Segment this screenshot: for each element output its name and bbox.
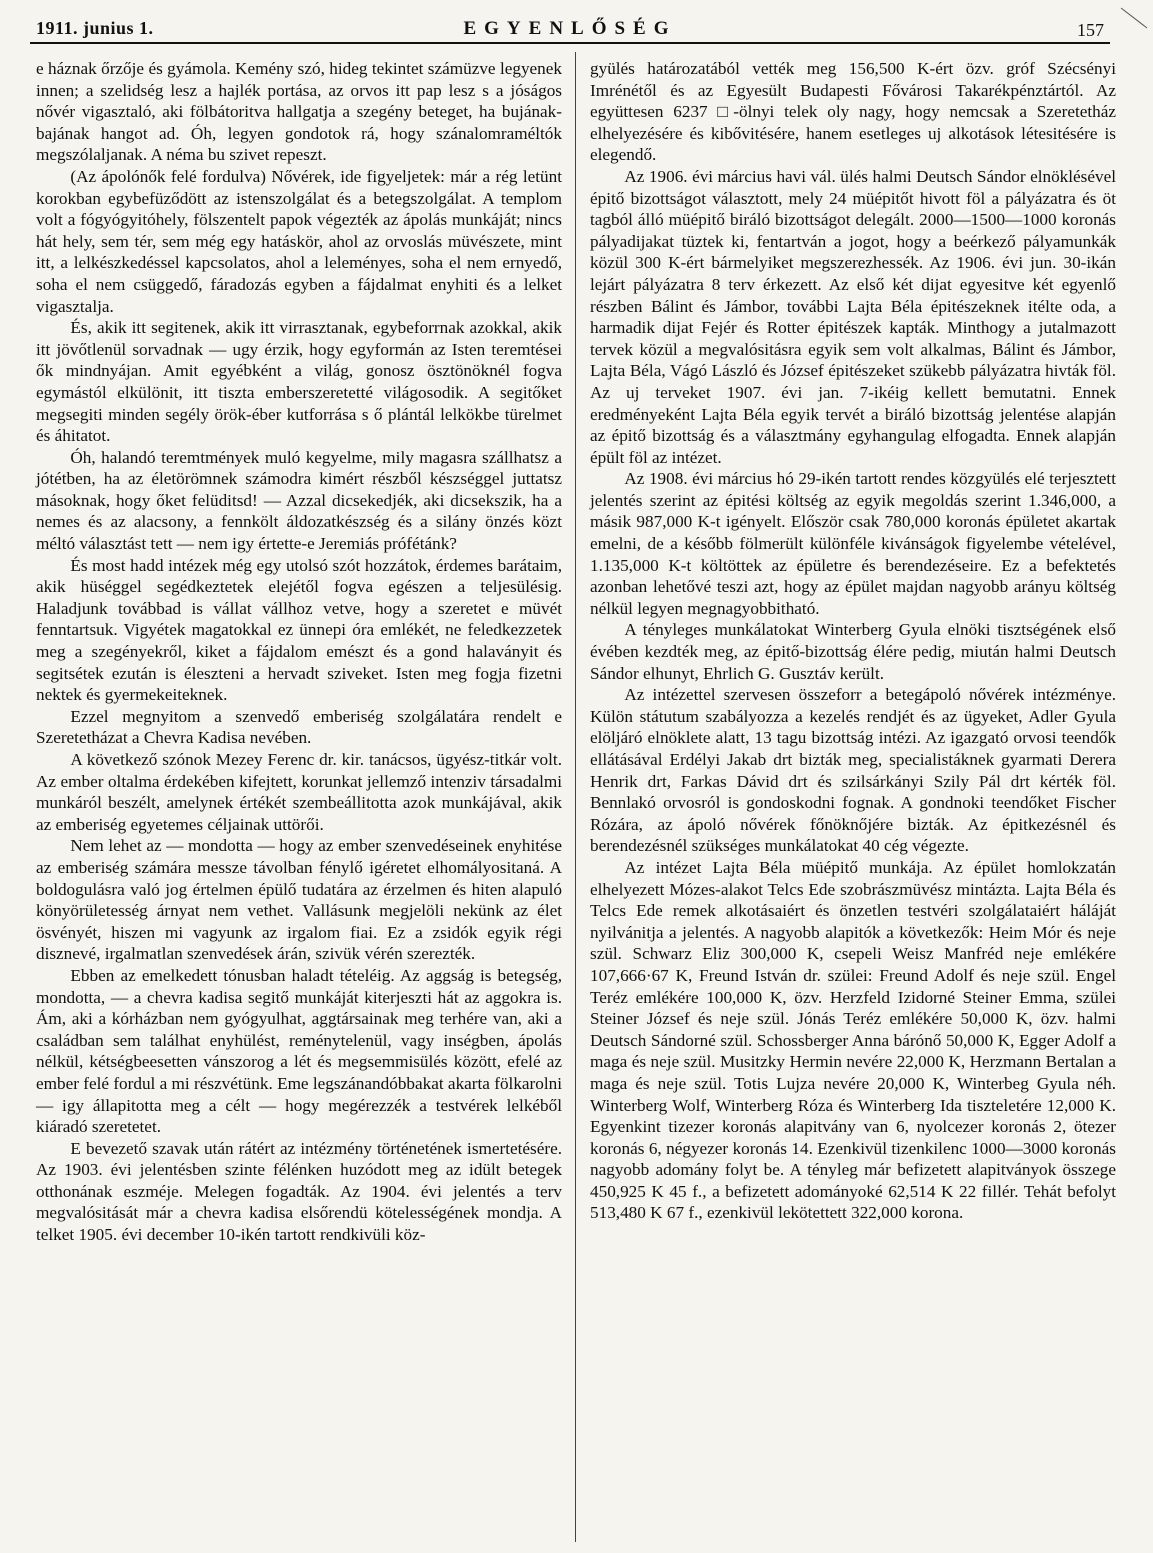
right-column <box>590 58 1116 1224</box>
newspaper-title: EGYENLŐSÉG <box>463 18 677 39</box>
paragraph: Az 1906. évi március havi vál. ülés halmi Deutsch Sándor elnöklésével épitő bizottságot választott, mely 24 müépitőt hivott föl a pályázatra és öt tagból álló müépitő biráló bizottságot delegált. 2000—1500—1000 koronás pályadijakat tüztek ki, fentartván a jogot, hogy a beérkező pályamunkák közül 300 K-ért bármelyiket megszerezhessék. Az 1906. évi jun. 30-ikán lejárt pályázatra 8 terv érkezett. Az első két dijat egyesitve két egyenlő részben Bálint és Jámbor, további Lajta Béla épitészeknek itélte oda, a harmadik dijat Fejér és Rotter épitészek kapták. Minthogy a jutalmazott tervek közül a megvalósitásra egyik sem volt alkalmas, Bálint és Jámbor, Lajta Béla, Vágó László és József épitészeket szükebb pályázatra hivták föl. Az uj terveket 1907. évi jan. 7-ikéig kellett bemutatni. Ennek eredményeként Lajta Béla egyik tervét a biráló bizottság jelentése alapján az épitő bizottság és a választmány egyhangulag elfogadta. Ennek alapján épült föl az intézet. <box>590 166 1116 467</box>
corner-fold-mark <box>1119 6 1149 30</box>
paragraph: Az intézettel szervesen összeforr a betegápoló nővérek intézménye. Külön státutum szabályozza a kezelés rendjét és az ügyeket, Adler Gyula elöljáró elnöklete alatt, 13 tagu bizottság intézi. Az igazgató orvosi teendők ellátásával Erdélyi Jakab drt bizták meg, specialistáknek gyarmati Derera Henrik drt, Farkas Dávid drt és szilsárkányi Szily Pál drt kérték föl. Bennlakó orvosról is gondoskodni fognak. A gondnoki teendőket Fischer Rózára, az ápoló nővérek főnöknőjére bizták. Az épitkezésnél és berendezésnél szükséges munkálatokat 40 cég végezte. <box>590 685 1116 856</box>
paragraph: E bevezető szavak után rátért az intézmény történetének ismertetésére. Az 1903. évi jelentésben szinte félénken huzódott meg az idült betegek otthonának eszméje. Melegen fogadták. Az 1904. évi jelentés a terv megvalósitását már a chevra kadisa elsőrendü kötelességének mondja. A telket 1905. évi december 10-ikén tartott rendkivüli köz- <box>36 1138 562 1245</box>
header-rule <box>30 42 1110 44</box>
page-number: 157 <box>1077 20 1104 40</box>
paragraph: Óh, halandó teremtmények muló kegyelme, mily magasra szállhatsz a jótétben, ha az életörömnek számodra kimért részből készséggel juttatsz másoknak, hogy őket felüditsd! — Azzal dicsekedjék, aki dicsekszik, ha a nemes és az alacsony, a fennkölt áldozatkészség és a silány önzés közt méltó választást tett — nem igy értette-e Jeremiás prófétánk? <box>36 447 562 554</box>
issue-date: 1911. junius 1. <box>36 18 154 38</box>
paragraph: A tényleges munkálatokat Winterberg Gyula elnöki tisztségének első évében kezdték meg, az épitő-bizottság élére pedig, miután halmi Deutsch Sándor elhunyt, Ehrlich G. Gusztáv került. <box>590 620 1116 683</box>
paragraph: Ezzel megnyitom a szenvedő emberiség szolgálatára rendelt e Szeretetházat a Chevra Kadisa nevében. <box>36 706 562 748</box>
paragraph: A következő szónok Mezey Ferenc dr. kir. tanácsos, ügyész-titkár volt. Az ember oltalma érdekében kifejtett, korunkat jellemző intenziv társadalmi munkáról beszélt, amelynek értékét szembeállitotta azok munkájával, akik az emberiség egyetemes céljainak uttörői. <box>36 750 562 834</box>
paragraph: És most hadd intézek még egy utolsó szót hozzátok, érdemes barátaim, akik hüséggel segédkeztetek elejétől fogva egészen a teljesülésig. Haladjunk továbbad is vállat vállhoz vetve, hogy a szeretet e müvét fenntartsuk. Vigyétek magatokkal ez ünnepi óra emlékét, ne feledkezzetek meg a szegényekről, kiket a fájdalom emészt és a gond halaványit és segitsétek ezután is éleszteni a hervadt sziveket. Isten meg fogja fizetni nektek és gyermekeiteknek. <box>36 555 562 705</box>
paragraph: Az intézet Lajta Béla müépitő munkája. Az épület homlokzatán elhelyezett Mózes-alakot Telcs Ede szobrászmüvész mintázta. Lajta Béla és Telcs Ede remek alkotásaiért és önzetlen testvéri szolgálataiért háláját nyilvánitja a jelentés. A nagyobb alapitók a következők: Heim Mór és neje szül. Schwarz Eliz 300,000 K, csepeli Weisz Manfréd neje emlékére 107,666·67 K, Freund István dr. szülei: Freund Adolf és neje szül. Engel Teréz emlékére 100,000 K, özv. Herzfeld Izidorné Steiner Emma, szülei Steiner József és neje szül. Jónás Teréz emlékére 50,000 K, özv. halmi Deutsch Sándorné szül. Schossberger Anna bárónő 50,000 K, Egger Adolf a maga és neje szül. Musitzky Hermin nevére 22,000 K, Herzmann Bertalan a maga és neje szül. Totis Lujza nevére 20,000 K, Winterbeg Gyula néh. Winterberg Wolf, Winterberg Róza és Winterberg Ida tiszteletére 12,000 K. Egyenkint tizezer koronás alapitvány van 6, nyolcezer koronás 2, ötezer koronás 6, négyezer koronás 14. Ezenkivül tizenkilenc 1000—3000 koronás nagyobb adomány folyt be. A tényleg már befizetett alapitványok összege 450,925 K 45 f., a befizetett adományoké 62,514 K 22 fillér. Tehát befolyt 513,480 K 67 f., ezenkivül lekötettett 322,000 korona. <box>590 857 1116 1223</box>
paragraph: Nem lehet az — mondotta — hogy az ember szenvedéseinek enyhitése az emberiség számára messze távolban fénylő igéretet elhomályositaná. A boldogulásra való jog értelmen épülő tudatára az érzelmen és hiten alapuló könyörületesség árnyat nem vethet. Vallásunk megjelöli nekünk az élet ösvényét, hiszen mi vagyunk az irgalom fiai. Ez a zsidók egyik régi disznevé, irgalmatlan szenvedések árán, szivük vérén szerezték. <box>36 836 562 964</box>
paragraph: Ebben az emelkedett tónusban haladt tételéig. Az aggság is betegség, mondotta, — a chevra kadisa segitő munkáját kiterjeszti hát az aggokra is. Ám, aki a kórházban nem gyógyulhat, aggtársainak meg terhére van, aki a családban sem találhat enyhülést, reménytelenül, vagy inségben, ápolás nélkül, kétségbeesetten vánszorog a lét és megsemmisülés között, efelé az ember felé fordul a mi részvétünk. Eme legszánandóbbakat akarta fölkarolni — igy állapitotta meg a célt — hogy megérezzék a testvérek lelkéből kiáradó szeretetet. <box>36 965 562 1137</box>
left-column <box>36 58 562 1246</box>
page-header <box>30 14 1110 42</box>
paragraph: Az 1908. évi március hó 29-ikén tartott rendes közgyülés elé terjesztett jelentés szerint az épitési költség az egyik megoldás szerint 1.346,000, a másik 987,000 K-t igényelt. Először csak 780,000 koronás épületet akartak emelni, de a később fölmerült különféle kivánságok figyelembe vételével, 1.135,000 K-t költöttek az épületre és berendezéseire. Ez a befektetés azonban lehetővé teszi azt, hogy az épület majdan nagyobb arányu költség nélkül legyen megnagyobbitható. <box>590 469 1116 618</box>
paragraph: És, akik itt segitenek, akik itt virrasztanak, egybeforrnak azokkal, akik itt jövőtlenül sorvadnak — ugy érzik, hogy egyformán az Isten teremtései ők mindnyájan. Amit egyébként a világ, gonosz ösztönöknél fogva egymástól elkülönit, itt tiszta emberszeretetté világosodik. A segitőket megsegiti minden segély örök-éber kutforrása s ő plántál lelkökbe türelmet és áhitatot. <box>36 318 562 446</box>
column-divider <box>575 52 576 1542</box>
paragraph: (Az ápolónők felé fordulva) Nővérek, ide figyeljetek: már a rég letünt korokban egybefüződött az istenszolgálat és a betegszolgálat. A templom volt a fógyógyitóhely, fölszentelt papok végezték az ápolás munkáját; nincs hát hely, sem tér, sem még egy hatáskör, ahol az orvoslás müvészete, mint itt, a lelkészkedéssel kapcsolatos, ahol a leleményes, soha el nem ernyedő, soha el nem csüggedő, fáradozás egyben a fájdalmat enyhiti és a lelket vigasztalja. <box>36 166 562 316</box>
paragraph: gyülés határozatából vették meg 156,500 K-ért özv. gróf Szécsényi Imrénétől és az Egyesült Budapesti Fővárosi Takarékpénztártól. Az együttesen 6237 □-ölnyi telek oly nagy, hogy nemcsak a Szeretetház elhelyezésére és kibővitésére, hanem esetleges uj alkotások létesitésére is elegendő. <box>590 59 1116 165</box>
paragraph: e háznak őrzője és gyámola. Kemény szó, hideg tekintet számüzve legyenek innen; a szelidség lesz a hajlék portása, az orvos itt pap lesz s a jóságos nővér vigasztaló, aki fölbátoritva hallgatja a szegény beteget, ha bujának-bajának hangot ad. Óh, legyen gondotok rá, hogy szánalomraméltók megszólaljanak. A néma bu szivet repeszt. <box>36 59 562 165</box>
